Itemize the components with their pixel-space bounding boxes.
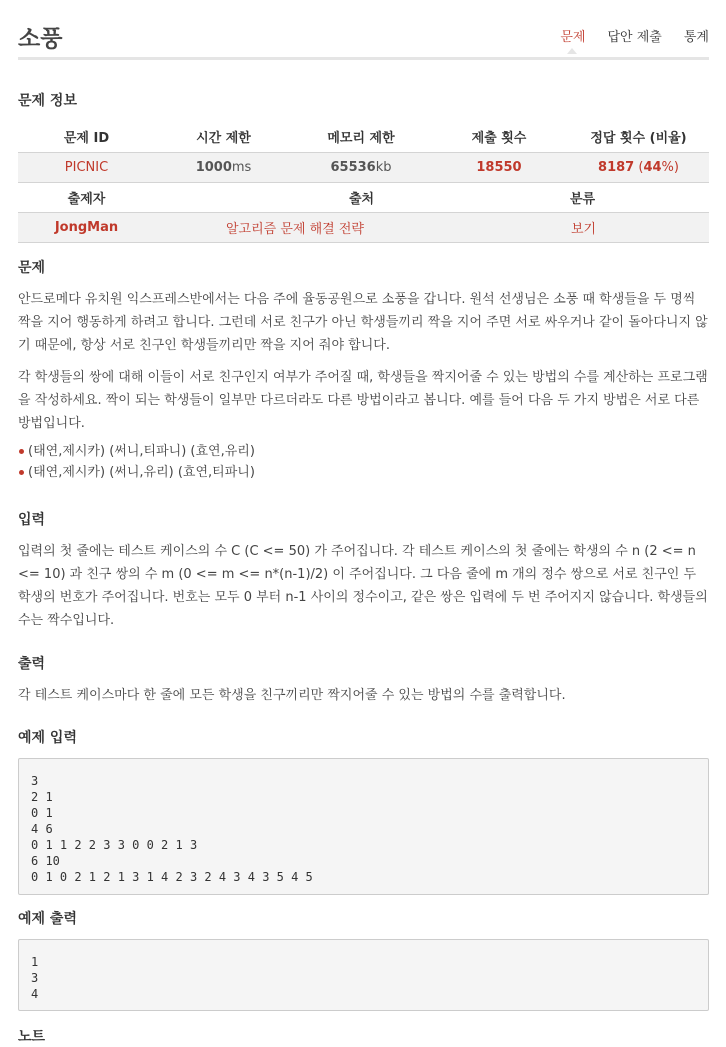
sample-output-heading: 예제 출력 — [18, 911, 77, 927]
header-problem-id: 문제 ID — [63, 131, 110, 147]
list-item: (태연,제시카) (써니,유리) (효연,티파니) — [18, 462, 709, 483]
memory-limit-unit: kb — [375, 159, 392, 175]
sample-input-heading: 예제 입력 — [18, 730, 77, 746]
header-memory-limit: 메모리 제한 — [327, 131, 395, 147]
memory-limit-cell — [292, 152, 430, 182]
tab-problem[interactable]: 문제 — [538, 26, 585, 45]
time-limit-value: 1000 — [195, 159, 232, 175]
tab-submit[interactable]: 답안 제출 — [607, 30, 662, 45]
output-heading: 출력 — [18, 656, 46, 672]
header-source: 출처 — [348, 191, 375, 207]
memory-limit-value: 65536 — [330, 159, 376, 175]
time-limit-cell — [155, 152, 292, 182]
list-item: (태연,제시카) (써니,티파니) (효연,유리) — [18, 441, 709, 462]
sample-output-block[interactable]: 1 3 4 — [18, 939, 709, 1011]
sample-input-block[interactable]: 3 2 1 0 1 4 6 0 1 1 2 2 3 3 0 0 2 1 3 6 10 0 1 0 2 1 2 1 3 1 4 2 3 2 4 3 4 3 5 4 5 — [18, 758, 709, 895]
info-table-2 — [18, 183, 709, 244]
category-cell — [568, 213, 709, 243]
header-submissions: 제출 횟수 — [471, 131, 527, 147]
example-pairs-list — [18, 441, 709, 483]
source-cell — [155, 213, 568, 243]
problem-paragraph-1: 안드로메다 유치원 익스프레스반에서는 다음 주에 율동공원으로 소풍을 갑니다. 원석 선생님은 소풍 때 학생들을 두 명씩 짝을 지어 행동하게 하려고 합니다. 그런데 서로 친구가 아닌 학생들끼리 짝을 지어 주면 서로 싸우거나 같이 돌아다니지 않기 때문에, 항상 서로 친구인 학생들끼리만 짝을 지어 줘야 합니다. — [18, 292, 708, 353]
problem-id: PICNIC — [64, 159, 109, 175]
category-toggle[interactable]: 보기 — [571, 222, 597, 237]
problem-id-cell — [18, 152, 155, 182]
problem-heading: 문제 — [18, 260, 46, 276]
author-link[interactable]: JongMan — [54, 220, 119, 235]
page-title: 소풍 — [18, 26, 63, 52]
problem-tabs — [538, 26, 709, 45]
submissions-cell — [430, 152, 568, 182]
header-time-limit: 시간 제한 — [196, 131, 251, 147]
accepted-count: 8187 — [598, 159, 635, 175]
accepted-ratio: 44 — [643, 159, 662, 175]
notes-heading: 노트 — [18, 1029, 46, 1045]
input-heading: 입력 — [18, 512, 46, 528]
output-description: 각 테스트 케이스마다 한 줄에 모든 학생을 친구끼리만 짝지어줄 수 있는 방법의 수를 출력합니다. — [18, 688, 566, 703]
accepted-cell: 8187 (44%) — [568, 152, 709, 182]
header-accepted: 정답 횟수 (비율) — [590, 131, 687, 147]
problem-paragraph-2: 각 학생들의 쌍에 대해 이들이 서로 친구인지 여부가 주어질 때, 학생들을 짝지어줄 수 있는 방법의 수를 계산하는 프로그램을 작성하세요. 짝이 되는 학생들이 일부만 다르더라도 다른 방법이라고 봅니다. 예를 들어 다음 두 가지 방법은 서로 다른 방법입니다. — [18, 370, 708, 431]
tab-stats[interactable]: 통계 — [683, 30, 709, 45]
source-link[interactable]: 알고리즘 문제 해결 전략 — [226, 222, 364, 237]
header-category: 분류 — [570, 191, 596, 207]
info-table-1 — [18, 122, 709, 183]
time-limit-unit: ms — [231, 159, 252, 175]
author-cell — [18, 213, 155, 243]
page-header — [18, 0, 709, 60]
header-author: 출제자 — [67, 191, 106, 207]
input-description: 입력의 첫 줄에는 테스트 케이스의 수 C (C <= 50) 가 주어집니다. 각 테스트 케이스의 첫 줄에는 학생의 수 n (2 <= n <= 10) 과 친구 쌍의 수 m (0 <= m <= n*(n-1)/2) 이 주어집니다. 그 다음 줄에 m 개의 정수 쌍으로 서로 친구인 두 학생의 번호가 주어집니다. 번호는 모두 0 부터 n-1 사이의 정수이고, 같은 쌍은 입력에 두 번 주어지지 않습니다. 학생들의 수는 짝수입니다. — [18, 544, 708, 628]
info-heading: 문제 정보 — [18, 93, 77, 109]
submissions-count: 18550 — [476, 159, 522, 175]
